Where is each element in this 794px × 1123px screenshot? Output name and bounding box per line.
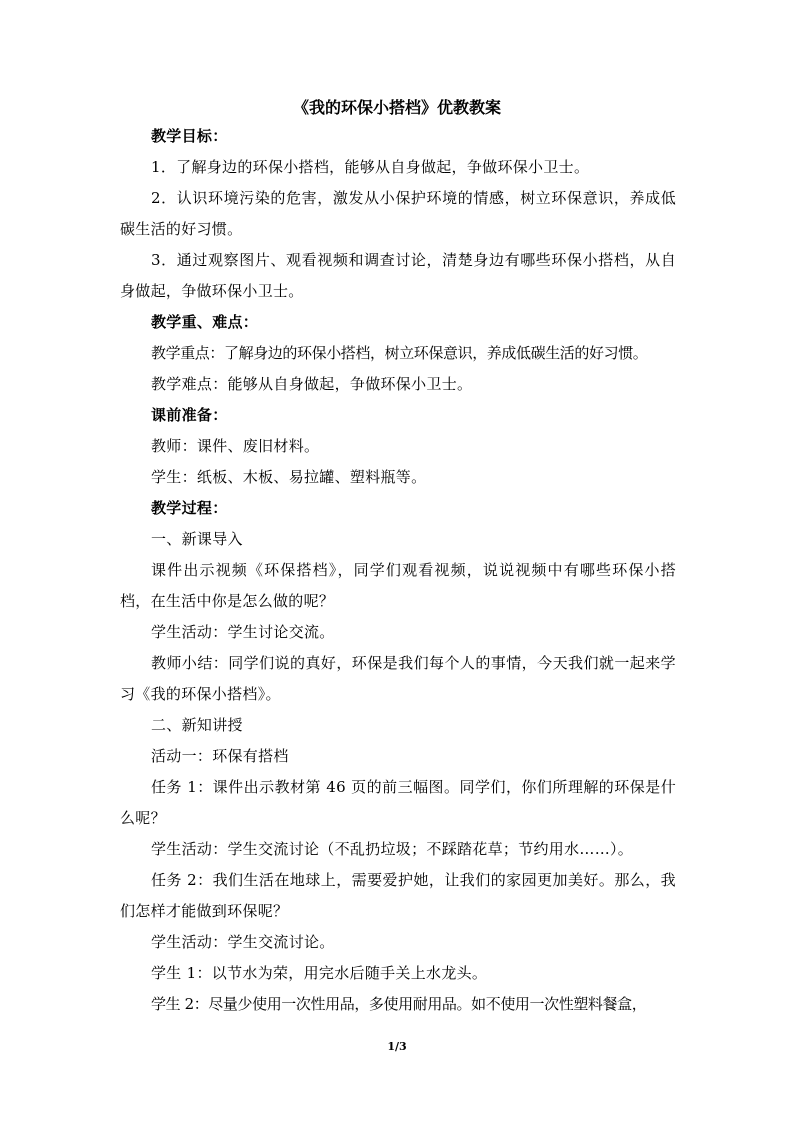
- document-body: [120, 121, 676, 1020]
- body-paragraph: 学生 2：尽量少使用一次性用品，多使用耐用品。如不使用一次性塑料餐盒，: [151, 995, 647, 1013]
- section-heading: 教学目标：: [151, 127, 228, 145]
- body-paragraph: 二、新知讲授: [151, 716, 243, 734]
- body-paragraph: 学生活动：学生讨论交流。: [151, 623, 335, 641]
- body-paragraph: 课件出示视频《环保搭档》，同学们观看视频，说说视频中有哪些环保小搭档，在生活中你是怎么做的呢？: [120, 561, 676, 610]
- body-paragraph: 教学重点：了解身边的环保小搭档，树立环保意识，养成低碳生活的好习惯。: [151, 344, 648, 362]
- section-heading: 教学重、难点：: [151, 313, 259, 331]
- body-paragraph: 2．认识环境污染的危害，激发从小保护环境的情感，树立环保意识，养成低碳生活的好习惯。: [120, 189, 676, 238]
- body-paragraph: 任务 1：课件出示教材第 46 页的前三幅图。同学们，你们所理解的环保是什么呢？: [120, 778, 676, 827]
- body-paragraph: 任务 2：我们生活在地球上，需要爱护她，让我们的家园更加美好。那么，我们怎样才能做到环保呢？: [120, 871, 676, 920]
- section-heading: 教学过程：: [151, 499, 228, 517]
- body-paragraph: 活动一：环保有搭档: [151, 747, 289, 765]
- body-paragraph: 学生活动：学生交流讨论。: [151, 933, 335, 951]
- page-number: 1/3: [387, 1040, 407, 1053]
- body-paragraph: 教师：课件、废旧材料。: [151, 437, 320, 455]
- body-paragraph: 一、新课导入: [151, 530, 243, 548]
- body-paragraph: 3．通过观察图片、观看视频和调查讨论，清楚身边有哪些环保小搭档，从自身做起，争做环保小卫士。: [120, 251, 676, 300]
- section-heading: 课前准备：: [151, 406, 228, 424]
- body-paragraph: 1．了解身边的环保小搭档，能够从自身做起，争做环保小卫士。: [151, 158, 590, 176]
- body-paragraph: 学生 1：以节水为荣，用完水后随手关上水龙头。: [151, 964, 488, 982]
- body-paragraph: 教师小结：同学们说的真好，环保是我们每个人的事情，今天我们就一起来学习《我的环保小搭档》。: [120, 654, 676, 703]
- document-title: 《我的环保小搭档》优教教案: [292, 98, 501, 117]
- body-paragraph: 教学难点：能够从自身做起，争做环保小卫士。: [151, 375, 473, 393]
- body-paragraph: 学生活动：学生交流讨论（不乱扔垃圾；不踩踏花草；节约用水……）。: [151, 840, 634, 858]
- body-paragraph: 学生：纸板、木板、易拉罐、塑料瓶等。: [151, 468, 427, 486]
